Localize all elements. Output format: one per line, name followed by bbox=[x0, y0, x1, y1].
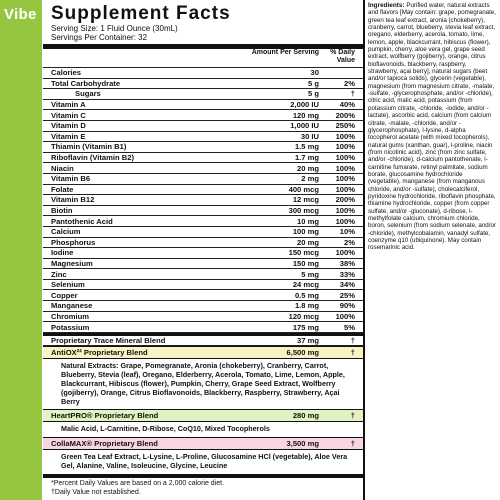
nutrient-amount: 2 mg bbox=[301, 174, 319, 184]
nutrient-row bbox=[43, 248, 363, 259]
blend-name: CollaMAX® Proprietary Blend bbox=[51, 439, 158, 449]
nutrient-dv: 100% bbox=[335, 311, 355, 321]
nutrient-row bbox=[43, 238, 363, 249]
ingredients-text: Purified water, natural extracts and flavors [May contain: grape, pomegranate, green tea leaf extract, aronia (chokeberry), cranberry, carrot, blueberry, stevia leaf extract, oregano, elderberry, acerola, tomato, lime, lemon, apple, blackcurrant, hibiscus (flower), pumpkin, cherry, aloe vera gel, grape seed extract, wolfberry (gojiberry), orange, citrus bioflavonoids, blackberry, raspberry, strawberry, açai berry], natural sugars (beet and/or tapioca solids), glycerin (vegetable), magnesium (from magnesium citrate, -malate, -sulfate, -glycerophosphate, and/or -chloride), citric acid, malic acid, potassium (from potassium citrate, -chloride, -iodide, and/or -lactate), ascorbic acid, calcium (from calcium citrate, -malate, -chloride, and/or -glycerophosphate), l-lysine, d-alpha tocopherol acetate (with mixed tocopherols), natural gums (xanthan, guar), l-proline, niacin (from nicotinic acid), zinc (from zinc sulfate, and/or -chloride), d-calcium pantothenate, l-carnitine fumarate, retinyl palmitate, sodium borate, glucosamine hydrochloride (vegetable), manganese (from manganous chloride, and/or -sulfate), cholecalciferol, pyridoxine hydrochloride, riboflavin phosphate, thiamine hydrochloride, copper (from copper sulfate, and/or -gluconate), d-ribose, l-methylfolate calcium, chromium chloride, boron, selenium (from sodium selenate, and/or -chloride), methylcobalamin, vanadyl sulfate, coenzyme q10 (ubiquinone). May contain rosemarinic acid. bbox=[368, 2, 496, 252]
nutrient-name: Riboflavin (Vitamin B2) bbox=[51, 153, 134, 163]
blend-amount: 3,500 mg bbox=[286, 439, 319, 449]
nutrient-amount: 120 mcg bbox=[288, 311, 319, 321]
amount-header: Amount Per Serving bbox=[251, 49, 319, 56]
nutrient-row bbox=[43, 280, 363, 291]
nutrient-row bbox=[43, 216, 363, 227]
column-header bbox=[43, 49, 363, 68]
heartpro-blend-row bbox=[43, 409, 363, 422]
nutrient-name: Vitamin C bbox=[51, 110, 86, 120]
nutrient-amount: 175 mg bbox=[292, 322, 319, 332]
nutrient-dv: 2% bbox=[344, 237, 355, 247]
nutrient-row bbox=[43, 163, 363, 174]
nutrient-dv: 2% bbox=[344, 78, 355, 88]
blend-name: AntiOX²² Proprietary Blend bbox=[51, 348, 148, 358]
nutrient-amount: 1.5 mg bbox=[294, 142, 319, 152]
nutrient-amount: 1.8 mg bbox=[294, 301, 319, 311]
antiox-blend-row bbox=[43, 346, 363, 359]
nutrient-name: Selenium bbox=[51, 280, 85, 290]
nutrient-row bbox=[43, 185, 363, 196]
nutrient-row bbox=[43, 153, 363, 164]
nutrient-row bbox=[43, 132, 363, 143]
nutrient-row bbox=[43, 269, 363, 280]
nutrient-dv: 100% bbox=[335, 216, 355, 226]
nutrient-dv: 25% bbox=[339, 290, 355, 300]
nutrient-row bbox=[43, 312, 363, 323]
nutrient-name: Chromium bbox=[51, 311, 89, 321]
nutrient-dv: 5% bbox=[344, 322, 355, 332]
panel-header bbox=[43, 0, 363, 42]
nutrient-name: Calcium bbox=[51, 227, 81, 237]
nutrient-dv: 40% bbox=[339, 100, 355, 110]
nutrient-row bbox=[43, 259, 363, 270]
footnote-dagger: †Daily Value not established. bbox=[51, 488, 141, 496]
nutrient-row bbox=[43, 79, 363, 90]
nutrient-row bbox=[43, 110, 363, 121]
blend-dv: † bbox=[350, 411, 355, 421]
trace-mineral-row bbox=[43, 336, 363, 347]
nutrient-name: Vitamin B6 bbox=[51, 174, 91, 184]
nutrient-name: Zinc bbox=[51, 269, 67, 279]
nutrient-row bbox=[43, 195, 363, 206]
nutrient-name: Vitamin B12 bbox=[51, 195, 95, 205]
nutrient-amount: 300 mcg bbox=[288, 206, 319, 216]
nutrient-amount: 120 mg bbox=[292, 110, 319, 120]
nutrient-name: Folate bbox=[51, 184, 74, 194]
nutrient-name: Sugars bbox=[75, 89, 101, 99]
nutrient-name: Copper bbox=[51, 290, 78, 300]
nutrient-name: Pantothenic Acid bbox=[51, 216, 113, 226]
nutrient-dv: 34% bbox=[339, 280, 355, 290]
heartpro-ingredients: Malic Acid, L-Carnitine, D-Ribose, CoQ10, Mixed Tocopherols bbox=[61, 424, 270, 434]
nutrient-amount: 20 mg bbox=[297, 237, 319, 247]
nutrient-dv: 200% bbox=[335, 110, 355, 120]
ingredients-label: Ingredients: bbox=[368, 2, 405, 9]
nutrient-row bbox=[43, 174, 363, 185]
nutrient-row bbox=[43, 100, 363, 111]
servings-per-container: Servings Per Container: 32 bbox=[51, 33, 148, 42]
blend-amount: 280 mg bbox=[292, 411, 319, 421]
antiox-ingredients: Natural Extracts: Grape, Pomegranate, Aronia (chokeberry), Cranberry, Carrot, Blueberry, Stevia (leaf), Oregano, Elderberry, Acerola, Tomato, Lime, Lemon, Apple, Blackcurrant, Hibiscus (flower), Pumpkin, Cherry, Grape Seed Extract, Wolfberry (gojiberry), Orange, Citrus Bioflavonoids, Blackberry, Raspberry, Strawberry, Açai Berry bbox=[61, 361, 345, 406]
collamax-blend-row bbox=[43, 437, 363, 450]
nutrient-row bbox=[43, 68, 363, 79]
nutrient-amount: 100 mg bbox=[292, 227, 319, 237]
nutrient-name: Magnesium bbox=[51, 258, 93, 268]
blend-amount: 6,500 mg bbox=[286, 348, 319, 358]
nutrient-name: Phosphorus bbox=[51, 237, 96, 247]
nutrient-dv: 100% bbox=[335, 142, 355, 152]
nutrient-name: Biotin bbox=[51, 206, 73, 216]
ingredients-list bbox=[368, 2, 496, 252]
nutrient-row bbox=[43, 227, 363, 238]
nutrient-name: Calories bbox=[51, 68, 81, 78]
nutrient-amount: 400 mcg bbox=[288, 184, 319, 194]
brand-name: Vibe bbox=[4, 6, 37, 23]
nutrient-dv: 100% bbox=[335, 174, 355, 184]
nutrient-rows bbox=[43, 68, 363, 333]
nutrient-name: Vitamin A bbox=[51, 100, 86, 110]
footnotes bbox=[43, 474, 363, 500]
nutrient-amount: 5 g bbox=[308, 89, 319, 99]
nutrient-amount: 0.5 mg bbox=[294, 290, 319, 300]
nutrient-row bbox=[43, 142, 363, 153]
nutrient-amount: 24 mcg bbox=[292, 280, 319, 290]
nutrient-dv: 100% bbox=[335, 248, 355, 258]
blend-name: HeartPRO® Proprietary Blend bbox=[51, 411, 159, 421]
trace-name: Proprietary Trace Mineral Blend bbox=[51, 336, 166, 346]
collamax-ingredients: Green Tea Leaf Extract, L-Lysine, L-Proline, Glucosamine HCl (vegetable), Aloe Vera Gel, Alanine, Valine, Isoleucine, Glycine, Leucine bbox=[61, 452, 348, 471]
nutrient-name: Thiamin (Vitamin B1) bbox=[51, 142, 127, 152]
nutrient-row bbox=[43, 121, 363, 132]
nutrient-dv: 100% bbox=[335, 163, 355, 173]
nutrient-amount: 150 mg bbox=[292, 258, 319, 268]
nutrient-dv: 100% bbox=[335, 153, 355, 163]
supplement-facts-panel bbox=[43, 0, 365, 500]
nutrient-dv: 38% bbox=[339, 258, 355, 268]
blend-dv: † bbox=[350, 348, 355, 358]
trace-amount: 37 mg bbox=[297, 336, 319, 346]
nutrient-dv: 200% bbox=[335, 195, 355, 205]
nutrient-dv: † bbox=[350, 89, 355, 99]
nutrient-amount: 5 g bbox=[308, 78, 319, 88]
nutrient-dv: 33% bbox=[339, 269, 355, 279]
serving-size: Serving Size: 1 Fluid Ounce (30mL) bbox=[51, 24, 178, 33]
nutrient-row bbox=[43, 322, 363, 333]
nutrient-amount: 5 mg bbox=[301, 269, 319, 279]
brand-bar bbox=[0, 0, 42, 500]
nutrient-dv: 90% bbox=[339, 301, 355, 311]
nutrient-dv: 10% bbox=[339, 227, 355, 237]
nutrient-dv: 100% bbox=[335, 131, 355, 141]
nutrient-name: Total Carbohydrate bbox=[51, 78, 121, 88]
nutrient-dv: 100% bbox=[335, 206, 355, 216]
nutrient-amount: 10 mg bbox=[297, 216, 319, 226]
nutrient-amount: 20 mg bbox=[297, 163, 319, 173]
panel-title: Supplement Facts bbox=[51, 3, 231, 24]
nutrient-name: Vitamin E bbox=[51, 131, 86, 141]
nutrient-amount: 1,000 IU bbox=[290, 121, 319, 131]
nutrient-amount: 30 IU bbox=[300, 131, 319, 141]
nutrient-name: Manganese bbox=[51, 301, 93, 311]
nutrient-row bbox=[43, 89, 363, 100]
nutrient-amount: 12 mcg bbox=[292, 195, 319, 205]
dv-header: % Daily Value bbox=[330, 49, 355, 64]
nutrient-dv: 100% bbox=[335, 184, 355, 194]
blend-dv: † bbox=[350, 439, 355, 449]
nutrient-name: Vitamin D bbox=[51, 121, 86, 131]
nutrient-row bbox=[43, 206, 363, 217]
nutrient-name: Potassium bbox=[51, 322, 90, 332]
nutrient-row bbox=[43, 290, 363, 301]
nutrient-name: Niacin bbox=[51, 163, 74, 173]
nutrient-amount: 2,000 IU bbox=[290, 100, 319, 110]
nutrient-row bbox=[43, 301, 363, 312]
nutrient-amount: 1.7 mg bbox=[294, 153, 319, 163]
nutrient-name: Iodine bbox=[51, 248, 74, 258]
nutrient-dv: 250% bbox=[335, 121, 355, 131]
nutrient-amount: 30 bbox=[310, 68, 319, 78]
nutrient-amount: 150 mcg bbox=[288, 248, 319, 258]
trace-dv: † bbox=[350, 336, 355, 346]
footnote-dv: *Percent Daily Values are based on a 2,000 calorie diet. bbox=[51, 480, 225, 488]
